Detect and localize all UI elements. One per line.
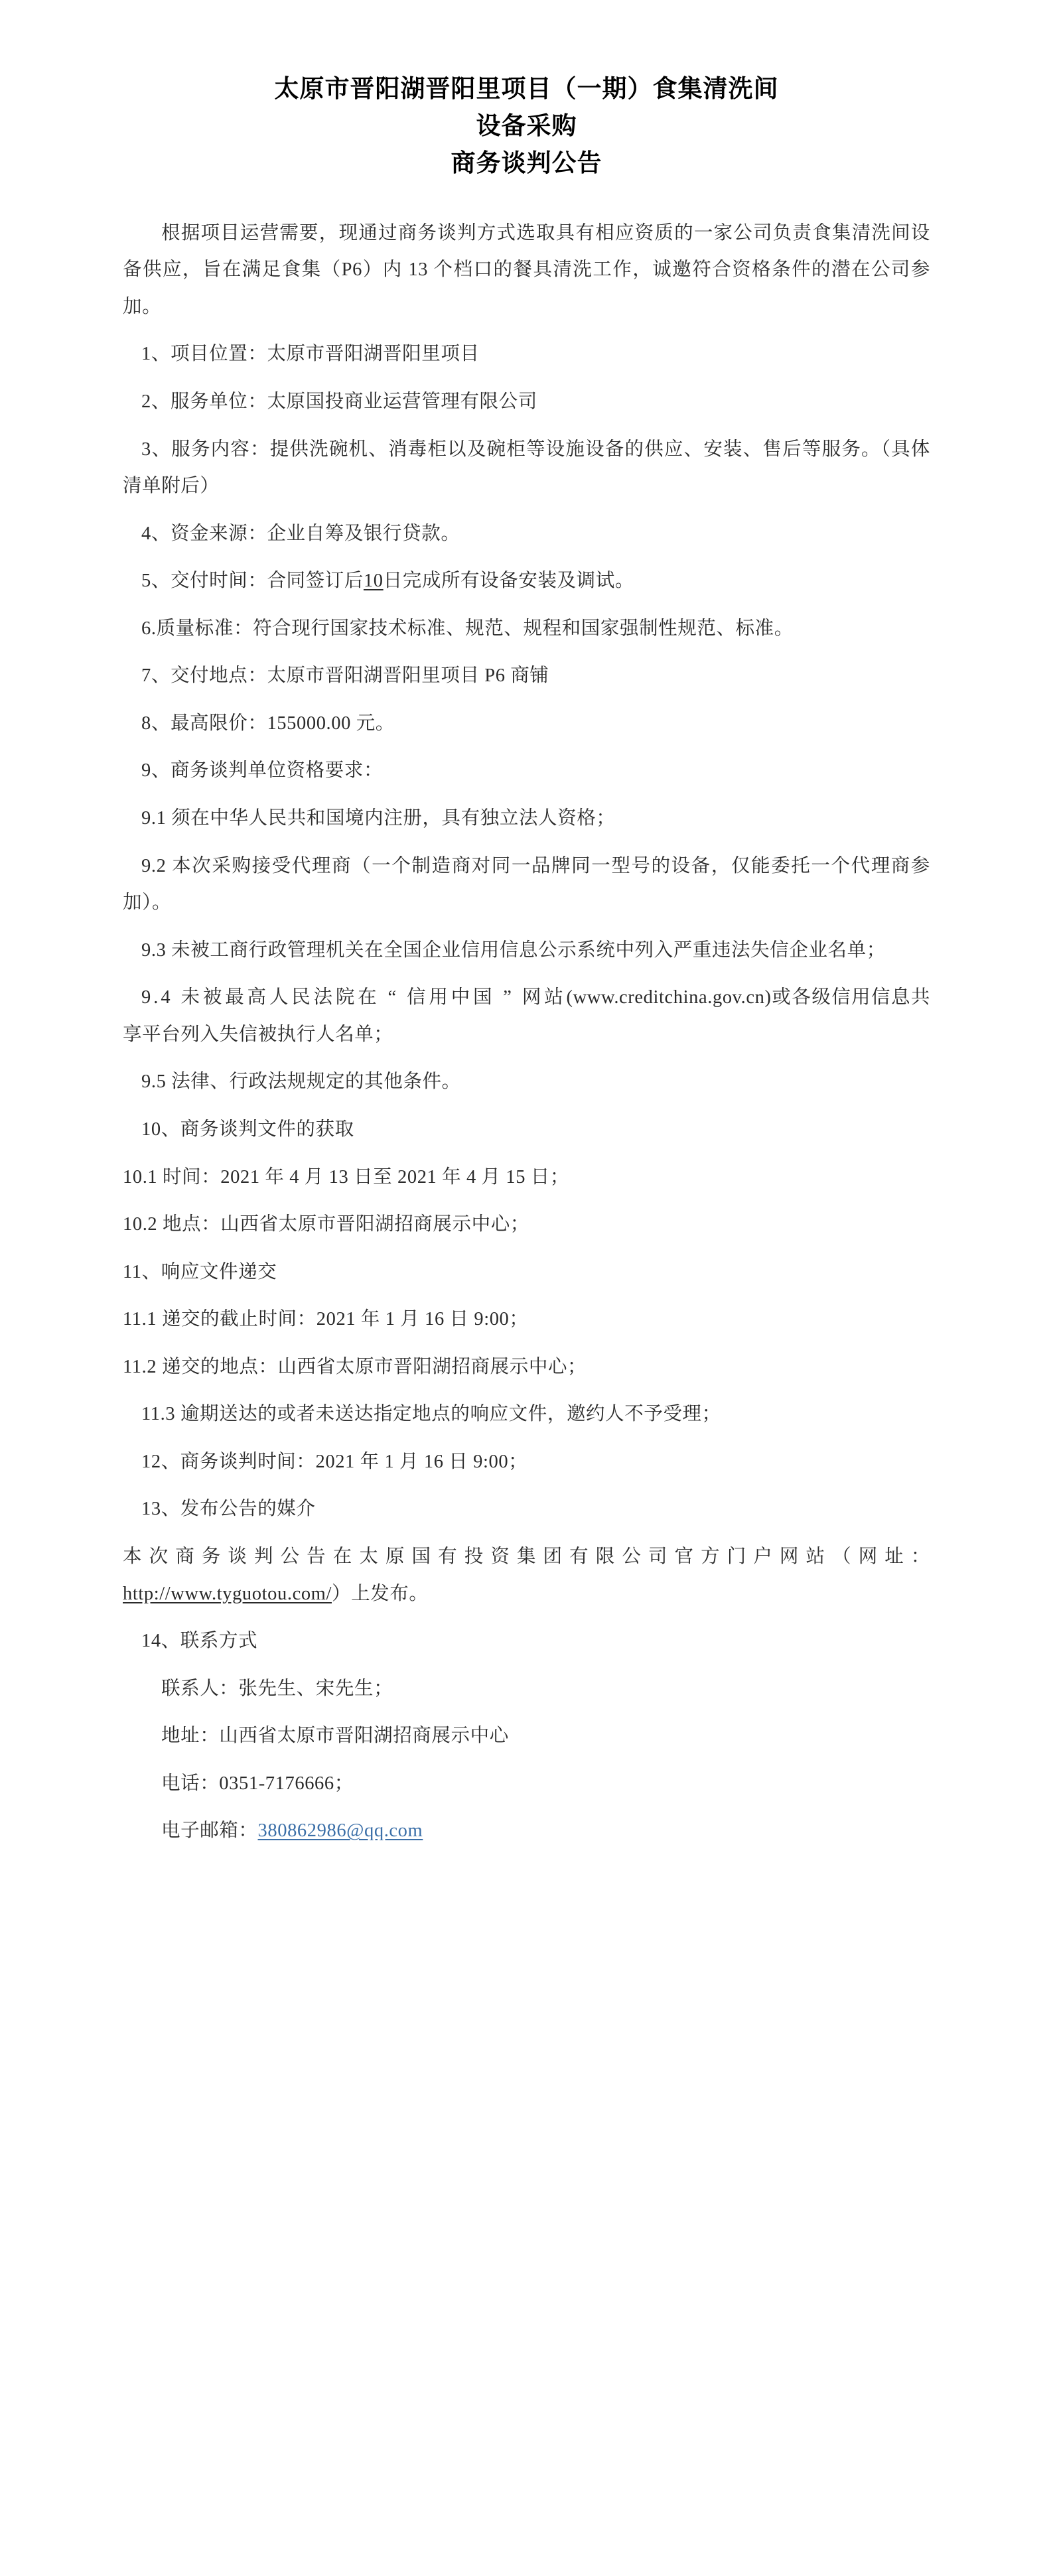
item-5-prefix: 5、交付时间：合同签订后 (141, 571, 364, 592)
item-3: 3、服务内容：提供洗碗机、消毒柜以及碗柜等设施设备的供应、安装、售后等服务。（具体清单附后） (123, 439, 930, 497)
item-8: 8、最高限价：155000.00 元。 (141, 712, 395, 734)
item-10-1: 10.1 时间：2021 年 4 月 13 日至 2021 年 4 月 15 日； (123, 1166, 569, 1187)
title-line-3: 商务谈判公告 (451, 148, 602, 178)
item-6: 6.质量标准：符合现行国家技术标准、规范、规程和国家强制性规范、标准。 (141, 618, 794, 639)
item-2: 2、服务单位：太原国投商业运营管理有限公司 (141, 391, 537, 412)
title-line-2: 设备采购 (476, 111, 577, 141)
item-10-2: 10.2 地点：山西省太原市晋阳湖招商展示中心； (123, 1214, 529, 1235)
document-body (123, 215, 930, 1850)
item-9-1: 9.1 须在中华人民共和国境内注册，具有独立法人资格； (141, 808, 616, 829)
item-5-days: 10 (363, 571, 384, 592)
item-7: 7、交付地点：太原市晋阳湖晋阳里项目 P6 商铺 (141, 665, 549, 687)
contact-email-link[interactable]: 380862986@qq.com (257, 1820, 423, 1842)
intro-paragraph: 根据项目运营需要，现通过商务谈判方式选取具有相应资质的一家公司负责食集清洗间设备供应，旨在满足食集（P6）内 13 个档口的餐具清洗工作，诚邀符合资格条件的潜在公司参加。 (123, 222, 930, 317)
item-9-4-text-b: 或各级信用信息共享平台列入失信被执行人名单； (123, 987, 930, 1045)
contact-email-label: 电子邮箱： (161, 1820, 258, 1842)
contact-person: 联系人：张先生、宋先生； (161, 1678, 393, 1699)
contact-email (123, 1812, 930, 1850)
item-9-4 (123, 979, 930, 1053)
title-line-1: 太原市晋阳湖晋阳里项目（一期）食集清洗间 (274, 74, 779, 103)
item-13-text-b: ）上发布。 (331, 1583, 429, 1604)
item-5 (123, 563, 930, 600)
item-11-2: 11.2 递交的地点：山西省太原市晋阳湖招商展示中心； (123, 1356, 587, 1377)
item-13-body (123, 1538, 930, 1612)
item-11: 11、响应文件递交 (123, 1261, 277, 1282)
contact-address: 地址：山西省太原市晋阳湖招商展示中心 (161, 1726, 509, 1747)
item-13-text-a: 本次商务谈判公告在太原国有投资集团有限公司官方门户网站（网址： (123, 1546, 930, 1568)
item-14: 14、联系方式 (141, 1631, 258, 1652)
item-9-3: 9.3 未被工商行政管理机关在全国企业信用信息公示系统中列入严重违法失信企业名单； (141, 939, 886, 961)
item-13: 13、发布公告的媒介 (141, 1499, 316, 1520)
item-9: 9、商务谈判单位资格要求： (141, 760, 384, 781)
item-9-2: 9.2 本次采购接受代理商（一个制造商对同一品牌同一型号的设备，仅能委托一个代理商参加）。 (123, 855, 930, 914)
tyguotou-website-link[interactable]: http://www.tyguotou.com/ (123, 1583, 332, 1604)
item-9-4-url: (www.creditchina.gov.cn) (566, 987, 772, 1008)
item-11-1: 11.1 递交的截止时间：2021 年 1 月 16 日 9:00； (123, 1309, 529, 1330)
item-9-4-text-a: 9.4 未被最高人民法院在 “ 信用中国 ” 网站 (141, 987, 567, 1008)
item-5-suffix: 日完成所有设备安装及调试。 (383, 571, 634, 592)
item-12: 12、商务谈判时间：2021 年 1 月 16 日 9:00； (141, 1451, 528, 1472)
document-title (123, 70, 930, 182)
item-4: 4、资金来源：企业自筹及银行贷款。 (141, 523, 460, 544)
item-11-3: 11.3 逾期送达的或者未送达指定地点的响应文件，邀约人不予受理； (141, 1404, 721, 1425)
item-10: 10、商务谈判文件的获取 (141, 1119, 354, 1140)
contact-phone: 电话：0351-7176666； (161, 1773, 354, 1794)
item-1: 1、项目位置：太原市晋阳湖晋阳里项目 (141, 344, 480, 365)
item-9-5: 9.5 法律、行政法规规定的其他条件。 (141, 1071, 461, 1093)
